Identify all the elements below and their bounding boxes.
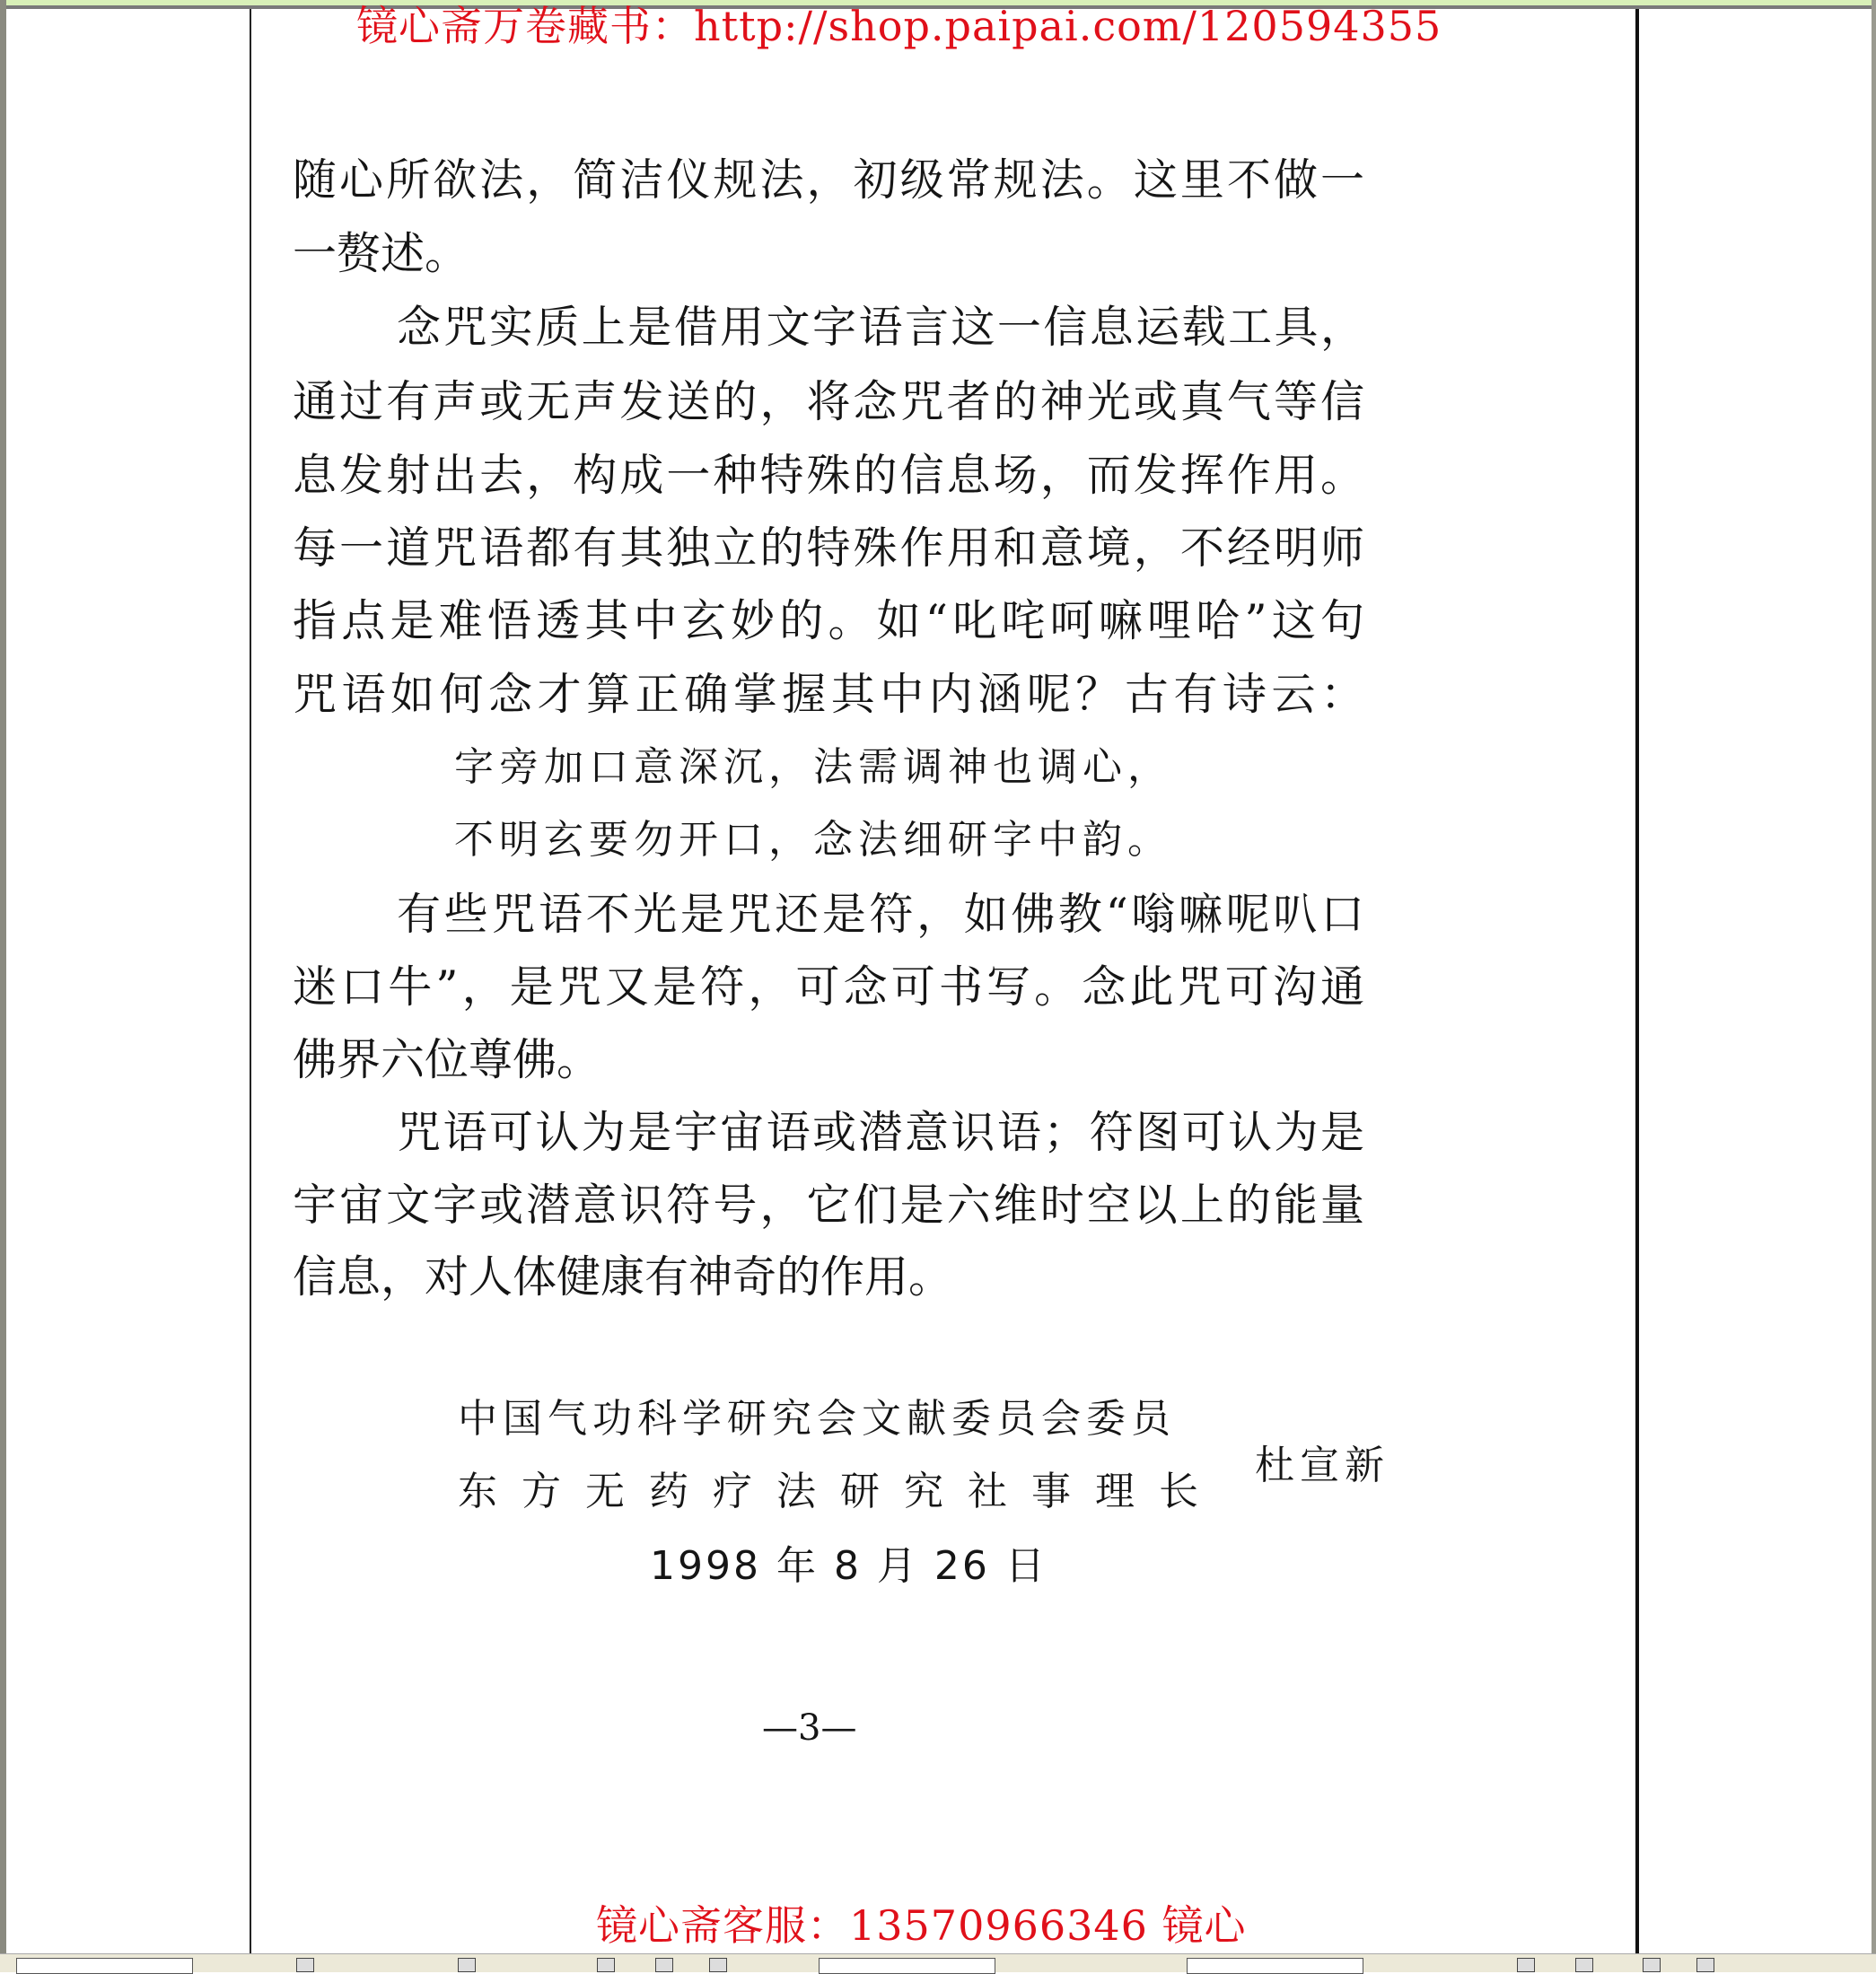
- prev-page-icon[interactable]: [655, 1958, 673, 1972]
- text-line: 宇宙文字或潜意识符号，它们是六维时空以上的能量: [293, 1180, 1364, 1231]
- text-line: 指点是难悟透其中玄妙的。如“叱咤呵嘛哩哈”这句: [293, 595, 1364, 646]
- text-line: 有些咒语不光是咒还是符，如佛教“嗡嘛呢叭口: [397, 889, 1364, 940]
- left-frame: [0, 0, 6, 1971]
- watermark-bottom: 镜心斋客服：13570966346 镜心: [596, 1901, 1247, 1950]
- view-icon[interactable]: [1643, 1958, 1661, 1972]
- view-icon[interactable]: [1696, 1958, 1714, 1972]
- text-line: 咒语如何念才算正确掌握其中内涵呢？古有诗云：: [293, 669, 1364, 720]
- text-line: 随心所欲法，简洁仪规法，初级常规法。这里不做一: [293, 154, 1364, 206]
- text-line: 佛界六位尊佛。: [293, 1034, 601, 1085]
- zoom-field[interactable]: [1187, 1958, 1363, 1974]
- text-line: 咒语可认为是宇宙语或潜意识语；符图可认为是: [397, 1107, 1364, 1158]
- tool-icon[interactable]: [296, 1958, 314, 1972]
- signature-title-2: 东方无药疗法研究社事理长: [458, 1469, 1223, 1514]
- text-line: 通过有声或无声发送的，将念咒者的神光或真气等信: [293, 376, 1364, 427]
- status-bar: [0, 1953, 1876, 1972]
- poem-line: 不明玄要勿开口，念法细研字中韵。: [454, 817, 1172, 863]
- page-number: —3—: [762, 1707, 857, 1749]
- view-icon[interactable]: [1517, 1958, 1535, 1972]
- first-page-icon[interactable]: [597, 1958, 615, 1972]
- text-line: 每一道咒语都有其独立的特殊作用和意境，不经明师: [293, 522, 1364, 574]
- next-page-icon[interactable]: [709, 1958, 727, 1972]
- signature-name: 杜宣新: [1255, 1443, 1389, 1488]
- grid-icon[interactable]: [458, 1958, 476, 1972]
- text-line: 一赘述。: [293, 228, 469, 279]
- status-field: [16, 1958, 193, 1974]
- page-field[interactable]: [819, 1958, 995, 1974]
- text-line: 迷口牛”，是咒又是符，可念可书写。念此咒可沟通: [293, 961, 1364, 1013]
- signature-title-1: 中国气功科学研究会文献委员会委员: [458, 1396, 1176, 1442]
- text-line: 信息，对人体健康有神奇的作用。: [293, 1251, 953, 1303]
- watermark-top: 镜心斋万卷藏书：http://shop.paipai.com/120594355: [356, 2, 1442, 50]
- view-icon[interactable]: [1575, 1958, 1593, 1972]
- text-line: 息发射出去，构成一种特殊的信息场，而发挥作用。: [293, 450, 1364, 501]
- right-frame: [1872, 0, 1876, 1971]
- poem-line: 字旁加口意深沉，法需调神也调心，: [454, 744, 1172, 790]
- text-line: 念咒实质上是借用文字语言这一信息运载工具，: [397, 302, 1364, 353]
- signature-date: 1998 年 8 月 26 日: [650, 1543, 1048, 1589]
